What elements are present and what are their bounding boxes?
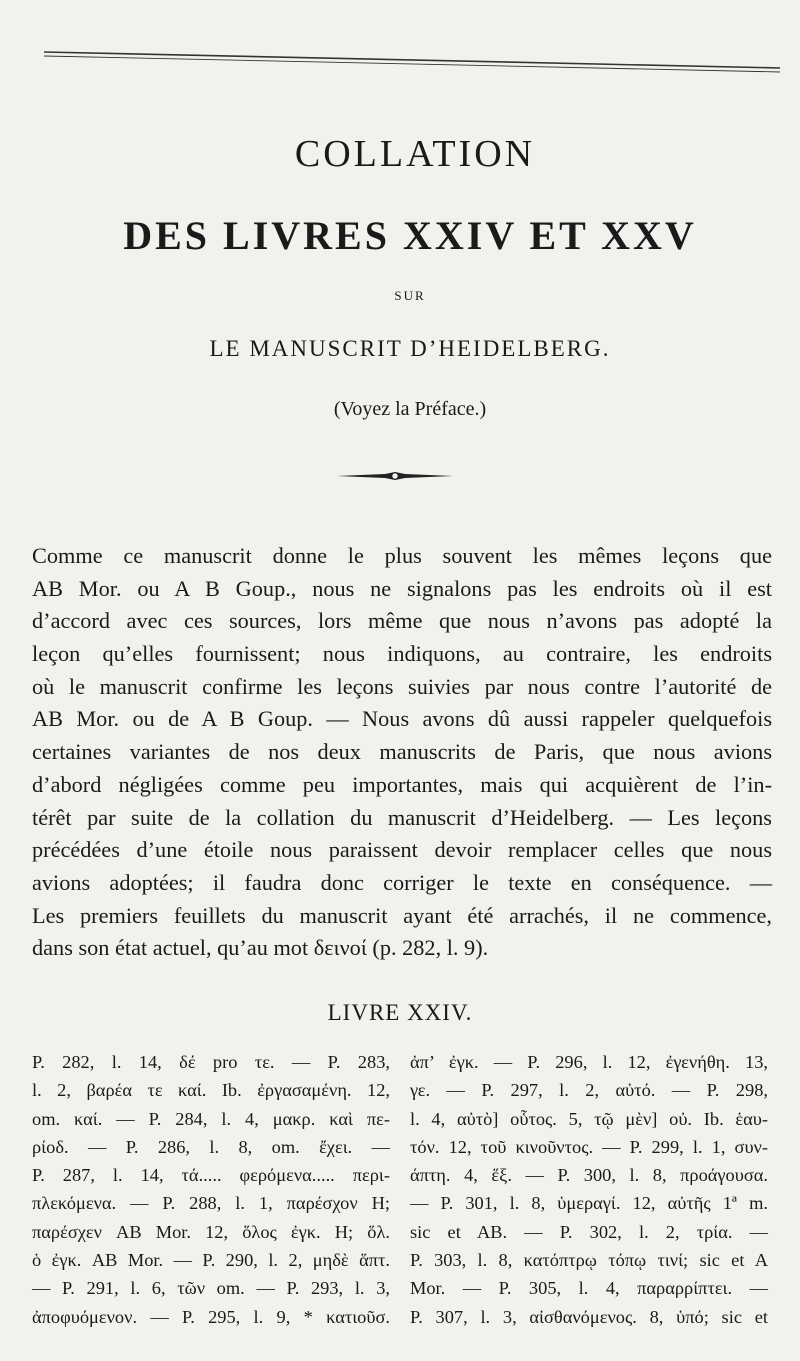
title-collation: COLLATION <box>294 133 536 175</box>
collation-line: P. 287, l. 14, τά..... φερόμενα..... περι- <box>32 1165 390 1186</box>
intro-line: précédées d’une étoile nous paraissent devoir remplacer celles que nous <box>32 837 772 863</box>
collation-line: Mor. — P. 305, l. 4, παραρρίπτει. — <box>410 1278 768 1299</box>
intro-paragraph <box>32 540 772 965</box>
intro-line: Les premiers feuillets du manuscrit ayant été arrachés, il ne commence, <box>32 902 772 928</box>
intro-line: d’accord avec ces sources, lors même que nous n’avons pas adopté la <box>32 608 772 634</box>
collation-column-right <box>410 1048 768 1331</box>
ornament-divider <box>335 466 455 486</box>
intro-line: AB Mor. ou de A B Goup. — Nous avons dû aussi rappeler quelquefois <box>32 706 772 732</box>
collation-line: P. 282, l. 14, δέ pro τε. — P. 283, <box>32 1052 390 1072</box>
intro-line: Comme ce manuscrit donne le plus souvent les mêmes leçons que <box>32 543 772 568</box>
intro-line: AB Mor. ou A B Goup., nous ne signalons pas les endroits où il est <box>32 575 772 601</box>
intro-line: avions adoptées; il faudra donc corriger le texte en conséquence. — <box>32 869 772 895</box>
title-manuscrit: LE MANUSCRIT D’HEIDELBERG. <box>209 336 611 361</box>
intro-line: certaines variantes de nos deux manuscrits de Paris, que nous avions <box>32 739 772 765</box>
collation-line: om. καί. — P. 284, l. 4, μακρ. καὶ πε- <box>32 1108 390 1129</box>
collation-line: l. 4, αὐτὸ] οὗτος. 5, τῷ μὲν] οὐ. Ib. ἑαυ- <box>410 1108 768 1129</box>
collation-line: ὁ ἐγκ. AB Mor. — P. 290, l. 2, μηδὲ ἅπτ. <box>32 1250 390 1271</box>
intro-line: leçon qu’elles fournissent; nous indiquons, au contraire, les endroits <box>32 641 772 667</box>
collation-line: ἀποφυόμενον. — P. 295, l. 9, * κατιοῦσ. <box>32 1306 390 1327</box>
intro-line: d’abord négligées comme peu importantes, mais qui acquièrent de l’in- <box>32 771 772 797</box>
collation-line: — P. 291, l. 6, τῶν om. — P. 293, l. 3, <box>32 1278 390 1299</box>
collation-line: sic et AB. — P. 302, l. 2, τρία. — <box>410 1221 768 1242</box>
intro-line: térêt par suite de la collation du manuscrit d’Heidelberg. — Les leçons <box>32 804 772 830</box>
collation-line: ἀπ’ ἐγκ. — P. 296, l. 12, ἐγενήθη. 13, <box>410 1052 768 1072</box>
title-livres: DES LIVRES XXIV ET XXV <box>123 213 697 258</box>
subtitle-sur: SUR <box>394 288 426 303</box>
collation-line: τόν. 12, τοῦ κινοῦντος. — P. 299, l. 1, συν- <box>410 1136 768 1157</box>
section-heading: LIVRE XXIV. <box>327 1000 473 1025</box>
collation-line: άπτη. 4, ἕξ. — P. 300, l. 8, προάγουσα. <box>410 1165 768 1186</box>
preface-note: (Voyez la Préface.) <box>333 398 487 420</box>
collation-column-left <box>32 1048 390 1331</box>
collation-line: ρίοδ. — P. 286, l. 8, om. ἔχει. — <box>32 1136 390 1157</box>
collation-line: πλεκόμενα. — P. 288, l. 1, παρέσχον H; <box>32 1193 390 1214</box>
intro-line: où le manuscrit confirme les leçons suivies par nous contre l’autorité de <box>32 673 772 699</box>
collation-line: γε. — P. 297, l. 2, αὐτό. — P. 298, <box>410 1080 768 1101</box>
top-double-rule <box>44 46 780 76</box>
intro-line: dans son état actuel, qu’au mot δεινοί (p. 282, l. 9). <box>32 935 489 961</box>
collation-line: l. 2, βαρέα τε καί. Ib. ἐργασαμένη. 12, <box>32 1080 390 1101</box>
collation-line: P. 303, l. 8, κατόπτρῳ τόπῳ τινί; sic et A <box>410 1250 768 1271</box>
collation-line: παρέσχεν AB Mor. 12, ὅλος ἐγκ. H; ὅλ. <box>32 1221 390 1242</box>
collation-line: P. 307, l. 3, αἰσθανόμενος. 8, ὑπό; sic et <box>410 1306 768 1327</box>
collation-line: — P. 301, l. 8, ὑμεραγί. 12, αὐτῆς 1ª m. <box>410 1193 768 1214</box>
